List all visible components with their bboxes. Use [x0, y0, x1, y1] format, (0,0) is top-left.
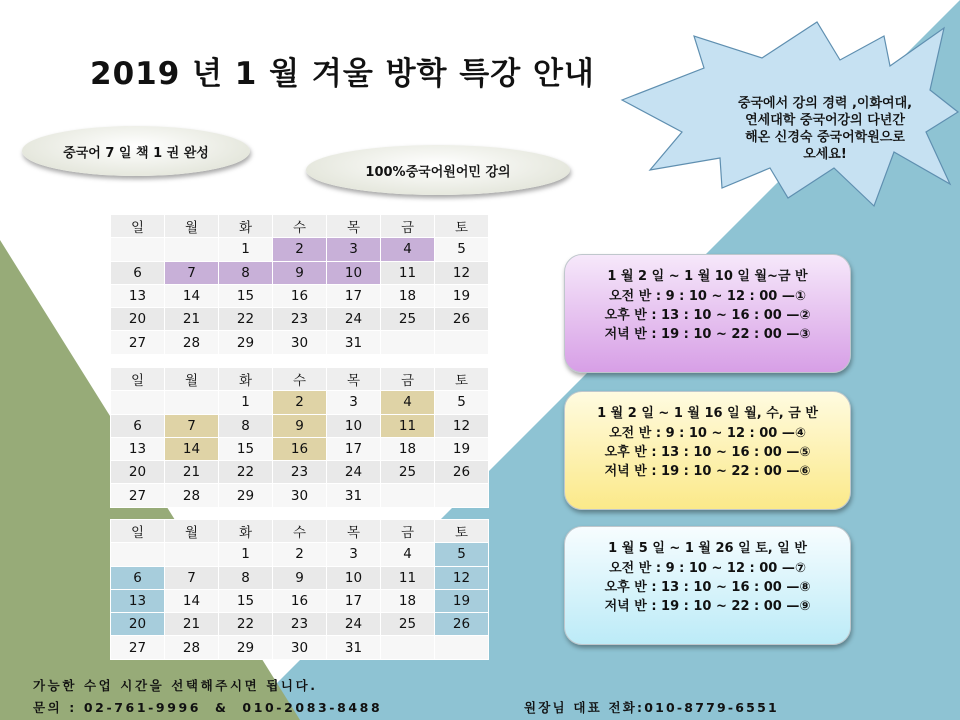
- burst-message: [700, 95, 950, 163]
- calendar-week-row: [111, 308, 489, 331]
- calendar-week-row: [111, 589, 489, 612]
- weekday-header-cell: 화: [219, 368, 273, 391]
- weekday-header-cell: 수: [273, 215, 327, 238]
- calendar-day-cell: 28: [165, 636, 219, 659]
- burst-line: 오세요!: [803, 147, 847, 162]
- schedule-box-weekday: [564, 254, 851, 373]
- schedule-header: 1 월 2 일 ~ 1 월 16 일 월, 수, 금 반: [597, 406, 818, 421]
- weekday-header-cell: 월: [165, 215, 219, 238]
- calendar-day-cell: 25: [381, 308, 435, 331]
- calendar-day-cell: 3: [327, 391, 381, 414]
- calendar-day-cell: 30: [273, 484, 327, 507]
- calendar-day-cell-highlighted: 13: [111, 589, 165, 612]
- calendar-day-cell: 24: [327, 461, 381, 484]
- weekday-header-cell: 금: [381, 368, 435, 391]
- calendar-day-cell: 21: [165, 461, 219, 484]
- calendar-day-cell: 23: [273, 613, 327, 636]
- book-completion-label: 중국어 7 일 책 1 권 완성: [63, 145, 209, 161]
- weekday-header-cell: 목: [327, 215, 381, 238]
- calendar-day-cell: 16: [273, 589, 327, 612]
- schedule-header: 1 월 2 일 ~ 1 월 10 일 월~금 반: [607, 269, 808, 284]
- calendar-day-cell-highlighted: 20: [111, 613, 165, 636]
- calendar-mon-wed-fri-class: [110, 367, 489, 508]
- calendar-day-cell-highlighted: 7: [165, 261, 219, 284]
- calendar-day-cell: 17: [327, 589, 381, 612]
- calendar-day-cell: 30: [273, 636, 327, 659]
- weekday-header-row: [111, 215, 489, 238]
- weekday-header-cell: 토: [435, 368, 489, 391]
- calendar-day-cell-highlighted: 16: [273, 437, 327, 460]
- calendar-day-cell: 31: [327, 331, 381, 354]
- weekday-header-cell: 금: [381, 215, 435, 238]
- calendar-day-cell: 13: [111, 284, 165, 307]
- calendar-day-cell: 29: [219, 636, 273, 659]
- calendar-day-cell: 23: [273, 308, 327, 331]
- calendar-day-cell: 19: [435, 284, 489, 307]
- calendar-day-cell: 14: [165, 589, 219, 612]
- calendar-day-cell: 16: [273, 284, 327, 307]
- calendar-day-cell-highlighted: 2: [273, 391, 327, 414]
- calendar-day-cell: 18: [381, 284, 435, 307]
- calendar-day-cell: 4: [381, 543, 435, 566]
- calendar-day-cell: 25: [381, 613, 435, 636]
- schedule-line-evening: 저녁 반 : 19 : 10 ~ 22 : 00 —③: [604, 327, 811, 342]
- calendar-day-cell: [435, 636, 489, 659]
- calendar-week-row: [111, 284, 489, 307]
- calendar-day-cell: 17: [327, 437, 381, 460]
- weekday-header-row: [111, 368, 489, 391]
- calendar-day-cell: 31: [327, 484, 381, 507]
- calendar-week-row: [111, 484, 489, 507]
- schedule-header: 1 월 5 일 ~ 1 월 26 일 토, 일 반: [608, 541, 807, 556]
- calendar-day-cell: 11: [381, 566, 435, 589]
- calendar-day-cell: 26: [435, 308, 489, 331]
- calendar-day-cell: [111, 238, 165, 261]
- calendar-day-cell: 8: [219, 566, 273, 589]
- calendar-day-cell: 26: [435, 461, 489, 484]
- weekday-header-cell: 토: [435, 215, 489, 238]
- weekday-header-cell: 금: [381, 520, 435, 543]
- calendar-day-cell: 23: [273, 461, 327, 484]
- schedule-line-afternoon: 오후 반 : 13 : 10 ~ 16 : 00 —⑤: [604, 445, 811, 460]
- calendar-day-cell: 18: [381, 437, 435, 460]
- weekday-header-cell: 일: [111, 520, 165, 543]
- calendar-day-cell: 27: [111, 636, 165, 659]
- schedule-line-afternoon: 오후 반 : 13 : 10 ~ 16 : 00 —⑧: [604, 580, 811, 595]
- calendar-day-cell: 1: [219, 543, 273, 566]
- schedule-line-afternoon: 오후 반 : 13 : 10 ~ 16 : 00 —②: [604, 308, 811, 323]
- weekday-header-cell: 화: [219, 215, 273, 238]
- weekday-header-cell: 화: [219, 520, 273, 543]
- calendar-week-row: [111, 261, 489, 284]
- calendar-day-cell: 21: [165, 308, 219, 331]
- schedule-line-morning: 오전 반 : 9 : 10 ~ 12 : 00 —⑦: [609, 561, 806, 576]
- calendar-day-cell: [435, 331, 489, 354]
- calendar-day-cell-highlighted: 4: [381, 238, 435, 261]
- calendar-day-cell: 6: [111, 261, 165, 284]
- weekday-header-cell: 월: [165, 368, 219, 391]
- burst-line: 해온 신경숙 중국어학원으로: [745, 130, 905, 145]
- footer-instruction: 가능한 수업 시간을 선택해주시면 됩니다.: [33, 678, 318, 693]
- calendar-day-cell-highlighted: 19: [435, 589, 489, 612]
- calendar-day-cell: [165, 543, 219, 566]
- calendar-day-cell: [111, 391, 165, 414]
- calendar-day-cell: 22: [219, 613, 273, 636]
- calendar-day-cell: 20: [111, 461, 165, 484]
- calendar-day-cell-highlighted: 9: [273, 414, 327, 437]
- calendar-week-row: [111, 437, 489, 460]
- calendar-day-cell: 28: [165, 331, 219, 354]
- weekday-header-cell: 목: [327, 520, 381, 543]
- calendar-day-cell-highlighted: 4: [381, 391, 435, 414]
- weekday-header-cell: 수: [273, 520, 327, 543]
- calendar-day-cell-highlighted: 9: [273, 261, 327, 284]
- schedule-line-morning: 오전 반 : 9 : 10 ~ 12 : 00 —④: [609, 426, 806, 441]
- schedule-line-morning: 오전 반 : 9 : 10 ~ 12 : 00 —①: [609, 289, 806, 304]
- calendar-day-cell: 11: [381, 261, 435, 284]
- calendar-day-cell: 1: [219, 238, 273, 261]
- calendar-day-cell: 27: [111, 331, 165, 354]
- calendar-day-cell: 6: [111, 414, 165, 437]
- weekday-header-row: [111, 520, 489, 543]
- native-teacher-badge: [306, 145, 570, 195]
- calendar-day-cell: 9: [273, 566, 327, 589]
- calendar-day-cell: 15: [219, 284, 273, 307]
- weekday-header-cell: 수: [273, 368, 327, 391]
- calendar-week-row: [111, 461, 489, 484]
- calendar-day-cell: [165, 391, 219, 414]
- footer-contact: 문의 : 02-761-9996 & 010-2083-8488: [33, 700, 383, 715]
- calendar-week-row: [111, 566, 489, 589]
- burst-line: 연세대학 중국어강의 다년간: [745, 113, 905, 128]
- weekday-header-cell: 목: [327, 368, 381, 391]
- calendar-day-cell: 10: [327, 566, 381, 589]
- calendar-day-cell: 14: [165, 284, 219, 307]
- weekday-header-cell: 일: [111, 215, 165, 238]
- calendar-day-cell: [381, 636, 435, 659]
- calendar-day-cell: 13: [111, 437, 165, 460]
- calendar-week-row: [111, 636, 489, 659]
- footer-director-phone: 원장님 대표 전화:010-8779-6551: [524, 700, 779, 715]
- calendar-day-cell: 22: [219, 308, 273, 331]
- calendar-day-cell: 15: [219, 437, 273, 460]
- calendar-day-cell: 12: [435, 414, 489, 437]
- calendar-week-row: [111, 414, 489, 437]
- burst-line: 중국에서 강의 경력 ,이화여대,: [737, 96, 913, 111]
- calendar-day-cell: [435, 484, 489, 507]
- calendar-day-cell-highlighted: 11: [381, 414, 435, 437]
- calendar-day-cell: 22: [219, 461, 273, 484]
- weekday-header-cell: 일: [111, 368, 165, 391]
- calendar-day-cell-highlighted: 2: [273, 238, 327, 261]
- calendar-day-cell: 5: [435, 391, 489, 414]
- calendar-day-cell: 25: [381, 461, 435, 484]
- calendar-day-cell: 29: [219, 331, 273, 354]
- schedule-line-evening: 저녁 반 : 19 : 10 ~ 22 : 00 —⑨: [604, 599, 811, 614]
- calendar-day-cell: 24: [327, 613, 381, 636]
- calendar-day-cell: 27: [111, 484, 165, 507]
- calendar-day-cell-highlighted: 26: [435, 613, 489, 636]
- calendar-day-cell: 24: [327, 308, 381, 331]
- calendar-day-cell-highlighted: 3: [327, 238, 381, 261]
- calendar-day-cell-highlighted: 6: [111, 566, 165, 589]
- calendar-day-cell-highlighted: 14: [165, 437, 219, 460]
- calendar-day-cell: [165, 238, 219, 261]
- calendar-day-cell: 7: [165, 566, 219, 589]
- calendar-day-cell: 21: [165, 613, 219, 636]
- calendar-day-cell: 10: [327, 414, 381, 437]
- calendar-week-row: [111, 613, 489, 636]
- weekday-header-cell: 월: [165, 520, 219, 543]
- calendar-week-row: [111, 543, 489, 566]
- calendar-day-cell-highlighted: 12: [435, 566, 489, 589]
- calendar-day-cell: 1: [219, 391, 273, 414]
- calendar-day-cell-highlighted: 7: [165, 414, 219, 437]
- calendar-week-row: [111, 391, 489, 414]
- calendar-day-cell: 15: [219, 589, 273, 612]
- calendar-day-cell-highlighted: 5: [435, 543, 489, 566]
- native-teacher-label: 100%중국어원어민 강의: [365, 164, 511, 180]
- calendar-weekday-class: [110, 214, 489, 355]
- calendar-weekend-class: [110, 519, 489, 660]
- calendar-day-cell: 17: [327, 284, 381, 307]
- calendar-day-cell: 31: [327, 636, 381, 659]
- calendar-week-row: [111, 331, 489, 354]
- calendar-day-cell: [381, 484, 435, 507]
- calendar-day-cell: 8: [219, 414, 273, 437]
- schedule-box-weekend: [564, 526, 851, 645]
- calendar-day-cell: [381, 331, 435, 354]
- calendar-day-cell: 19: [435, 437, 489, 460]
- calendar-week-row: [111, 238, 489, 261]
- calendar-day-cell: 18: [381, 589, 435, 612]
- calendar-day-cell: 12: [435, 261, 489, 284]
- weekday-header-cell: 토: [435, 520, 489, 543]
- calendar-day-cell: 28: [165, 484, 219, 507]
- schedule-box-mon-wed-fri: [564, 391, 851, 510]
- book-completion-badge: [22, 126, 250, 176]
- calendar-day-cell: 30: [273, 331, 327, 354]
- page-title: 2019 년 1 월 겨울 방학 특강 안내: [90, 56, 595, 92]
- calendar-day-cell: 29: [219, 484, 273, 507]
- calendar-day-cell: [111, 543, 165, 566]
- calendar-day-cell: 3: [327, 543, 381, 566]
- schedule-line-evening: 저녁 반 : 19 : 10 ~ 22 : 00 —⑥: [604, 464, 811, 479]
- calendar-day-cell: 5: [435, 238, 489, 261]
- calendar-day-cell-highlighted: 8: [219, 261, 273, 284]
- calendar-day-cell: 20: [111, 308, 165, 331]
- calendar-day-cell: 2: [273, 543, 327, 566]
- calendar-day-cell-highlighted: 10: [327, 261, 381, 284]
